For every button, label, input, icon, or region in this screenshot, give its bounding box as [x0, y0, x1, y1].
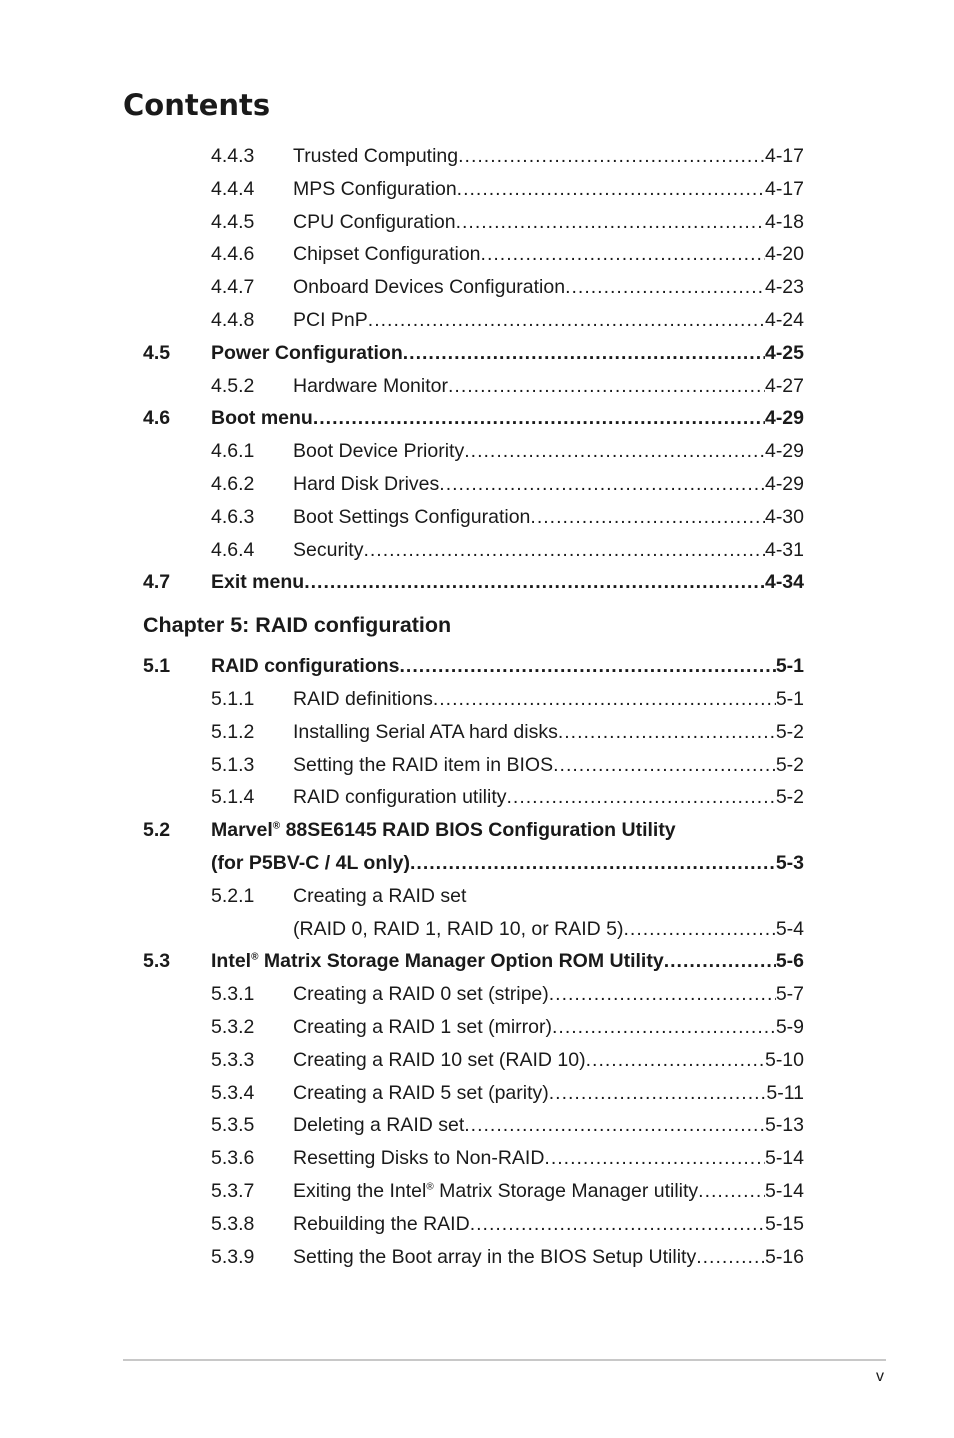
- toc-section-entry[interactable]: [143, 814, 804, 847]
- toc-entry-label: Creating a RAID 10 set (RAID 10): [293, 1048, 586, 1071]
- toc-entry-page: 4-25: [764, 341, 804, 364]
- toc-entry-page: 5-10: [764, 1048, 804, 1071]
- toc-entry-page: 5-7: [775, 983, 804, 1006]
- toc-entry-label: Rebuilding the RAID: [293, 1212, 470, 1235]
- toc-entry-number: 5.1.1: [211, 687, 255, 710]
- toc-entry-label: Boot Device Priority: [293, 440, 465, 463]
- toc-entry-page: 4-24: [764, 308, 804, 331]
- toc-entry[interactable]: [143, 978, 804, 1011]
- leader-dots: [552, 1011, 776, 1044]
- toc-entry-number: 5.3.3: [211, 1048, 255, 1071]
- toc-entry-label: Setting the RAID item in BIOS: [293, 753, 554, 776]
- leader-dots: [448, 370, 765, 403]
- chapter-heading: Chapter 5: RAID configuration: [143, 613, 452, 638]
- toc-entry-label: Power Configuration: [211, 341, 403, 364]
- toc-entry-number: 4.6.1: [211, 440, 255, 463]
- leader-dots: [530, 501, 765, 534]
- toc-entry-label-part: Matrix Storage Manager Option ROM Utility: [258, 950, 664, 973]
- toc-entry-label: Installing Serial ATA hard disks: [293, 720, 558, 743]
- toc-entry-number: 5.1.4: [211, 786, 255, 809]
- toc-entry-label: Trusted Computing: [293, 145, 459, 167]
- registered-mark: ®: [272, 820, 281, 832]
- toc-entry-label-continued: (RAID 0, RAID 1, RAID 10, or RAID 5): [293, 917, 624, 940]
- toc-entry-page: 4-17: [764, 145, 804, 167]
- leader-dots: [439, 468, 765, 501]
- toc-entry-page: 5-2: [775, 786, 804, 809]
- toc-entry[interactable]: [143, 501, 804, 534]
- toc-entry-label: Chipset Configuration: [293, 243, 481, 266]
- toc-entry-continuation[interactable]: [143, 847, 804, 880]
- toc-entry[interactable]: [143, 271, 804, 304]
- toc-entry[interactable]: [143, 468, 804, 501]
- leader-dots: [553, 749, 776, 782]
- leader-dots: [470, 1208, 765, 1241]
- toc-entry-number: 4.4.3: [211, 145, 255, 167]
- toc-entry[interactable]: [143, 1011, 804, 1044]
- toc-entry[interactable]: [143, 1077, 804, 1110]
- toc-entry-number: 5.3.6: [211, 1147, 255, 1170]
- toc-entry[interactable]: [143, 1044, 804, 1077]
- toc-entry-label-part: Marvel: [211, 819, 273, 842]
- toc-entry-number: 5.2: [143, 819, 171, 842]
- toc-entry[interactable]: [143, 716, 804, 749]
- toc-entry[interactable]: [143, 238, 804, 271]
- toc-entry[interactable]: [143, 206, 804, 239]
- leader-dots: [403, 337, 765, 370]
- toc-entry-label: Hard Disk Drives: [293, 472, 440, 495]
- toc-section-entry[interactable]: [143, 945, 804, 978]
- toc-entry-page: 5-16: [764, 1245, 804, 1268]
- toc-entry-number: 5.1.2: [211, 720, 255, 743]
- toc-entry-label: Creating a RAID 5 set (parity): [293, 1081, 549, 1104]
- registered-mark: ®: [251, 951, 259, 963]
- toc-entry[interactable]: [143, 173, 804, 206]
- toc-entry-page: 5-13: [764, 1114, 804, 1137]
- toc-entry-page: 4-31: [764, 538, 804, 561]
- toc-section-entry[interactable]: [143, 402, 804, 435]
- toc-entry-number: 4.4.6: [211, 243, 255, 266]
- leader-dots: [696, 1241, 765, 1274]
- toc-entry-label: CPU Configuration: [293, 210, 456, 233]
- toc-entry-number: 4.4.5: [211, 210, 255, 233]
- leader-dots: [458, 140, 765, 173]
- toc-entry-page: 4-23: [764, 276, 804, 299]
- leader-dots: [481, 238, 765, 271]
- toc-entry-label: [211, 945, 664, 978]
- toc-entry-label-continued: (for P5BV-C / 4L only): [211, 851, 410, 874]
- leader-dots: [410, 847, 776, 880]
- leader-dots: [565, 271, 765, 304]
- toc-entry-label: Boot menu: [211, 407, 313, 430]
- leader-dots: [368, 304, 765, 337]
- toc-section-entry[interactable]: [143, 337, 804, 370]
- toc-entry-label: Security: [293, 538, 364, 561]
- toc-entry[interactable]: [143, 880, 804, 913]
- leader-dots: [456, 206, 765, 239]
- toc-entry-number: 5.1: [143, 655, 171, 678]
- toc-entry-label-part: Matrix Storage Manager utility: [433, 1179, 699, 1202]
- toc-entry-number: 5.3.8: [211, 1212, 255, 1235]
- toc-entry-page: 4-29: [764, 407, 804, 430]
- toc-entry-number: 5.3.5: [211, 1114, 255, 1137]
- leader-dots: [464, 1109, 765, 1142]
- toc-entry-label: Onboard Devices Configuration: [293, 276, 566, 299]
- toc-entry-label: Deleting a RAID set: [293, 1114, 465, 1137]
- toc-entry-number: 4.6.3: [211, 505, 255, 528]
- toc-entry-page: 5-1: [775, 687, 804, 710]
- toc-entry-page: 5-1: [775, 655, 804, 678]
- leader-dots: [363, 534, 765, 567]
- toc-entry-number: 4.5.2: [211, 374, 255, 397]
- toc-entry-label: Boot Settings Configuration: [293, 505, 531, 528]
- toc-entry-page: 4-17: [764, 177, 804, 200]
- leader-dots: [624, 913, 776, 946]
- toc-entry-label: Hardware Monitor: [293, 374, 448, 397]
- toc-entry-page: 4-20: [764, 243, 804, 266]
- page-number: v: [876, 1368, 884, 1385]
- toc-entry-page: 5-2: [775, 753, 804, 776]
- toc-entry-page: 4-29: [764, 440, 804, 463]
- leader-dots: [586, 1044, 765, 1077]
- page-title: Contents: [123, 88, 271, 122]
- toc-entry[interactable]: [143, 1208, 804, 1241]
- toc-entry-number: 4.5: [143, 341, 171, 364]
- toc-entry-label: Exit menu: [211, 571, 305, 594]
- leader-dots: [664, 945, 776, 978]
- leader-dots: [507, 781, 776, 814]
- toc-section-entry[interactable]: [143, 566, 804, 599]
- toc-entry[interactable]: [143, 140, 804, 173]
- toc-entry-label: RAID definitions: [293, 687, 433, 710]
- leader-dots: [400, 650, 776, 683]
- toc-entry[interactable]: [143, 435, 804, 468]
- leader-dots: [457, 173, 765, 206]
- leader-dots: [698, 1175, 765, 1208]
- toc-entry[interactable]: [143, 781, 804, 814]
- toc-entry-page: 4-18: [764, 210, 804, 233]
- toc-entry-label: MPS Configuration: [293, 177, 457, 200]
- toc-entry[interactable]: [143, 304, 804, 337]
- toc-entry-label: Creating a RAID set: [293, 884, 467, 907]
- table-of-contents: [143, 140, 804, 1273]
- toc-section-entry[interactable]: [143, 650, 804, 683]
- toc-entry-label: PCI PnP: [293, 308, 368, 331]
- toc-entry-label: Setting the Boot array in the BIOS Setup Utility: [293, 1245, 697, 1268]
- toc-entry[interactable]: [143, 534, 804, 567]
- toc-entry[interactable]: [143, 1241, 804, 1274]
- toc-entry-number: 4.4.7: [211, 276, 255, 299]
- toc-entry[interactable]: [143, 370, 804, 403]
- leader-dots: [549, 978, 776, 1011]
- toc-entry-label: RAID configuration utility: [293, 786, 507, 809]
- toc-entry-page: 5-14: [764, 1179, 804, 1202]
- toc-entry-label: Resetting Disks to Non-RAID: [293, 1147, 545, 1170]
- registered-mark: ®: [426, 1181, 434, 1193]
- toc-entry-page: 4-34: [764, 571, 804, 594]
- toc-entry-number: 5.3.2: [211, 1015, 255, 1038]
- leader-dots: [433, 683, 776, 716]
- footer-divider: [123, 1359, 886, 1361]
- toc-entry-number: 5.2.1: [211, 884, 255, 907]
- leader-dots: [304, 566, 765, 599]
- toc-entry[interactable]: [143, 749, 804, 782]
- toc-entry-number: 5.1.3: [211, 753, 255, 776]
- toc-entry-label: Creating a RAID 1 set (mirror): [293, 1015, 552, 1038]
- toc-entry-label: RAID configurations: [211, 655, 400, 678]
- toc-entry[interactable]: [143, 1142, 804, 1175]
- toc-entry-page: 5-14: [764, 1147, 804, 1170]
- leader-dots: [464, 435, 765, 468]
- toc-entry-number: 4.6.4: [211, 538, 255, 561]
- toc-entry[interactable]: [143, 683, 804, 716]
- toc-entry-label: [211, 814, 676, 847]
- leader-dots: [544, 1142, 765, 1175]
- toc-entry-page: 5-4: [775, 917, 804, 940]
- toc-entry-label-part: Intel: [211, 950, 252, 973]
- toc-entry-page: 5-2: [775, 720, 804, 743]
- toc-entry-number: 5.3.7: [211, 1179, 255, 1202]
- toc-entry-number: 5.3.9: [211, 1245, 255, 1268]
- toc-entry-label: [293, 1175, 698, 1208]
- leader-dots: [313, 402, 765, 435]
- toc-entry-number: 4.7: [143, 571, 171, 594]
- toc-entry-number: 5.3.1: [211, 983, 255, 1006]
- toc-entry-page: 5-11: [766, 1081, 804, 1104]
- toc-entry-page: 5-6: [775, 950, 804, 973]
- toc-entry[interactable]: [143, 1109, 804, 1142]
- toc-entry-page: 5-3: [775, 851, 804, 874]
- toc-entry-label: Creating a RAID 0 set (stripe): [293, 983, 549, 1006]
- toc-entry-number: 4.6.2: [211, 472, 255, 495]
- toc-entry-number: 5.3.4: [211, 1081, 255, 1104]
- toc-entry-page: 4-27: [764, 374, 804, 397]
- toc-entry-page: 4-29: [764, 472, 804, 495]
- toc-entry-page: 5-9: [775, 1015, 804, 1038]
- toc-entry-continuation[interactable]: [143, 913, 804, 946]
- toc-entry-page: 4-30: [764, 505, 804, 528]
- toc-entry-number: 5.3: [143, 950, 171, 973]
- toc-entry-label-part: Exiting the Intel: [293, 1179, 427, 1202]
- toc-entry-label-part: 88SE6145 RAID BIOS Configuration Utility: [280, 819, 676, 842]
- toc-entry-page: 5-15: [764, 1212, 804, 1235]
- toc-entry[interactable]: [143, 1175, 804, 1208]
- leader-dots: [558, 716, 776, 749]
- toc-entry-number: 4.4.8: [211, 308, 255, 331]
- leader-dots: [549, 1077, 767, 1110]
- toc-entry-number: 4.4.4: [211, 177, 255, 200]
- toc-entry-number: 4.6: [143, 407, 171, 430]
